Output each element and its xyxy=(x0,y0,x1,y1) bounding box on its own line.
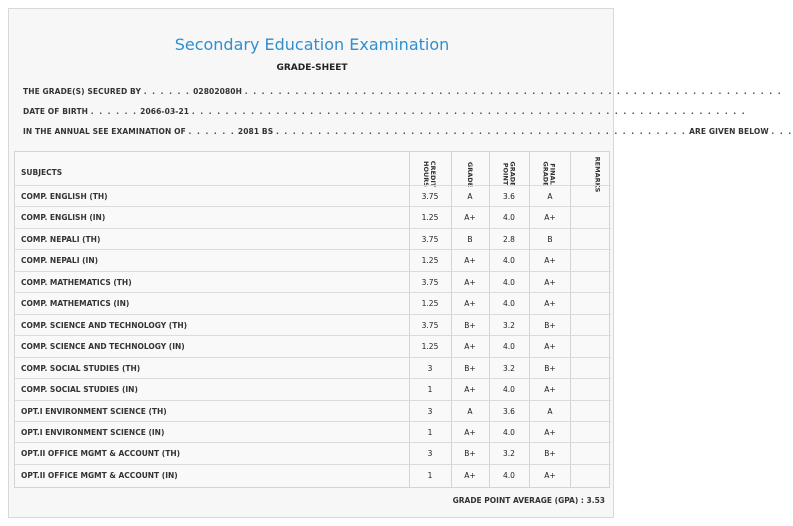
header-subjects: SUBJECTS xyxy=(21,168,63,177)
point-value: 4.0 xyxy=(503,213,515,223)
dob-label: DATE OF BIRTH xyxy=(23,107,89,116)
credit-value: 1.25 xyxy=(421,256,439,266)
final-value: A+ xyxy=(544,277,556,287)
subject-name: COMP. SOCIAL STUDIES (TH) xyxy=(21,363,141,373)
point-value: 2.8 xyxy=(503,234,515,244)
credit-value: 1 xyxy=(427,385,433,395)
secured-by-label: THE GRADE(S) SECURED BY xyxy=(23,87,141,96)
point-value: 3.6 xyxy=(503,192,515,201)
credit-value: 1 xyxy=(427,470,433,480)
dots: . . . . . . . . . . . . . . . . . . . . . . . . . . . . . . . . . . . . . . . . . . . . . . . . . . . . . . . . . . . . . . . . . . xyxy=(191,107,747,116)
table-row xyxy=(15,314,611,336)
point-value: 4.0 xyxy=(503,427,515,437)
symbol-number: 02802080H xyxy=(193,87,243,96)
final-value: A+ xyxy=(544,342,556,352)
secured-by-line xyxy=(23,87,782,96)
table-row xyxy=(15,421,611,443)
credit-value: 1.25 xyxy=(421,342,439,352)
dob-line xyxy=(23,107,746,116)
dots: . . . . . . xyxy=(188,127,236,136)
table-row xyxy=(15,464,611,486)
grade-value: A+ xyxy=(464,470,476,480)
header-final-grade-text: FINAL GRADE xyxy=(542,161,557,187)
final-value: A xyxy=(547,192,553,201)
grade-value: B+ xyxy=(464,363,476,373)
subject-name: COMP. SOCIAL STUDIES (IN) xyxy=(21,385,138,395)
point-value: 4.0 xyxy=(503,342,515,352)
header-grade-text: GRADE xyxy=(466,161,475,187)
table-row xyxy=(15,292,611,314)
subject-name: OPT.II OFFICE MGMT & ACCOUNT (TH) xyxy=(21,449,181,459)
exam-line xyxy=(23,127,793,136)
final-value: A+ xyxy=(544,256,556,266)
credit-value: 3.75 xyxy=(421,320,439,330)
grade-value: A+ xyxy=(464,256,476,266)
dots: . . . . . . . . . . . . . . . . . . . . . . . . . . . . . . . . . . . . . . . . . . . . . . . . . . . . . . . . . . . . . . . . xyxy=(244,87,783,96)
final-value: B+ xyxy=(544,320,556,330)
final-value: B xyxy=(547,234,553,244)
header-credit-hours-text: CREDIT HOURS xyxy=(422,160,437,188)
final-value: A+ xyxy=(544,385,556,395)
grade-value: A+ xyxy=(464,385,476,395)
dots: . . . . . . xyxy=(90,107,138,116)
credit-value: 1.25 xyxy=(421,213,439,223)
point-value: 3.2 xyxy=(503,449,515,459)
grade-value: B+ xyxy=(464,449,476,459)
table-row xyxy=(15,206,611,228)
table-row xyxy=(15,228,611,250)
subject-name: COMP. NEPALI (IN) xyxy=(21,256,99,266)
grade-value: B xyxy=(467,234,473,244)
subject-name: COMP. SCIENCE AND TECHNOLOGY (IN) xyxy=(21,342,185,352)
final-value: A+ xyxy=(544,213,556,223)
grade-value: A xyxy=(467,192,473,201)
point-value: 4.0 xyxy=(503,256,515,266)
credit-value: 1.25 xyxy=(421,299,439,309)
credit-value: 3 xyxy=(427,406,433,416)
table-row xyxy=(15,185,611,207)
credit-value: 3.75 xyxy=(421,234,439,244)
final-value: A+ xyxy=(544,427,556,437)
subject-name: COMP. MATHEMATICS (IN) xyxy=(21,299,130,309)
final-value: B+ xyxy=(544,363,556,373)
dob-value: 2066-03-21 xyxy=(140,107,190,116)
point-value: 4.0 xyxy=(503,277,515,287)
final-value: B+ xyxy=(544,449,556,459)
subject-name: COMP. ENGLISH (TH) xyxy=(21,192,108,201)
grade-value: A xyxy=(467,406,473,416)
page-title: Secondary Education Examination xyxy=(174,35,450,54)
subject-name: OPT.I ENVIRONMENT SCIENCE (IN) xyxy=(21,427,165,437)
table-row xyxy=(15,249,611,271)
table-row xyxy=(15,442,611,464)
credit-value: 3 xyxy=(427,449,433,459)
subject-name: OPT.I ENVIRONMENT SCIENCE (TH) xyxy=(21,406,167,416)
exam-year: 2081 BS xyxy=(237,127,274,136)
grade-value: A+ xyxy=(464,277,476,287)
final-value: A+ xyxy=(544,470,556,480)
table-row xyxy=(15,271,611,293)
dots: . . . . . . xyxy=(143,87,191,96)
subject-name: COMP. NEPALI (TH) xyxy=(21,234,101,244)
grade-value: A+ xyxy=(464,427,476,437)
gpa-summary: GRADE POINT AVERAGE (GPA) : 3.53 xyxy=(452,496,605,505)
grade-value: A+ xyxy=(464,299,476,309)
table-row xyxy=(15,357,611,379)
point-value: 3.6 xyxy=(503,406,515,416)
point-value: 3.2 xyxy=(503,320,515,330)
final-value: A+ xyxy=(544,299,556,309)
credit-value: 3.75 xyxy=(421,192,439,201)
dots: . . . . . . . . . . . . . . . . . . . . . . . . . . . . . . . . . . . . . . . . . . . . . . . . . xyxy=(275,127,687,136)
credit-value: 1 xyxy=(427,427,433,437)
subject-name: OPT.II OFFICE MGMT & ACCOUNT (IN) xyxy=(21,470,178,480)
given-below: ARE GIVEN BELOW xyxy=(689,127,769,136)
subject-name: COMP. SCIENCE AND TECHNOLOGY (TH) xyxy=(21,320,188,330)
table-row xyxy=(15,335,611,357)
subject-name: COMP. ENGLISH (IN) xyxy=(21,213,106,223)
credit-value: 3 xyxy=(427,363,433,373)
point-value: 3.2 xyxy=(503,363,515,373)
grade-value: A+ xyxy=(464,213,476,223)
point-value: 4.0 xyxy=(503,299,515,309)
header-grade-point-text: GRADE POINT xyxy=(502,161,517,187)
final-value: A xyxy=(547,406,553,416)
grade-value: A+ xyxy=(464,342,476,352)
dots: . . . xyxy=(771,127,793,136)
exam-label: IN THE ANNUAL SEE EXAMINATION OF xyxy=(23,127,186,136)
subject-name: COMP. MATHEMATICS (TH) xyxy=(21,277,132,287)
point-value: 4.0 xyxy=(503,470,515,480)
grade-sheet xyxy=(8,8,793,518)
point-value: 4.0 xyxy=(503,385,515,395)
table-row xyxy=(15,400,611,422)
grade-value: B+ xyxy=(464,320,476,330)
header-remarks-text: REMARKS xyxy=(593,156,602,192)
credit-value: 3.75 xyxy=(421,277,439,287)
table-row xyxy=(15,378,611,400)
page-subtitle: GRADE-SHEET xyxy=(276,63,348,73)
grades-table xyxy=(14,151,610,488)
